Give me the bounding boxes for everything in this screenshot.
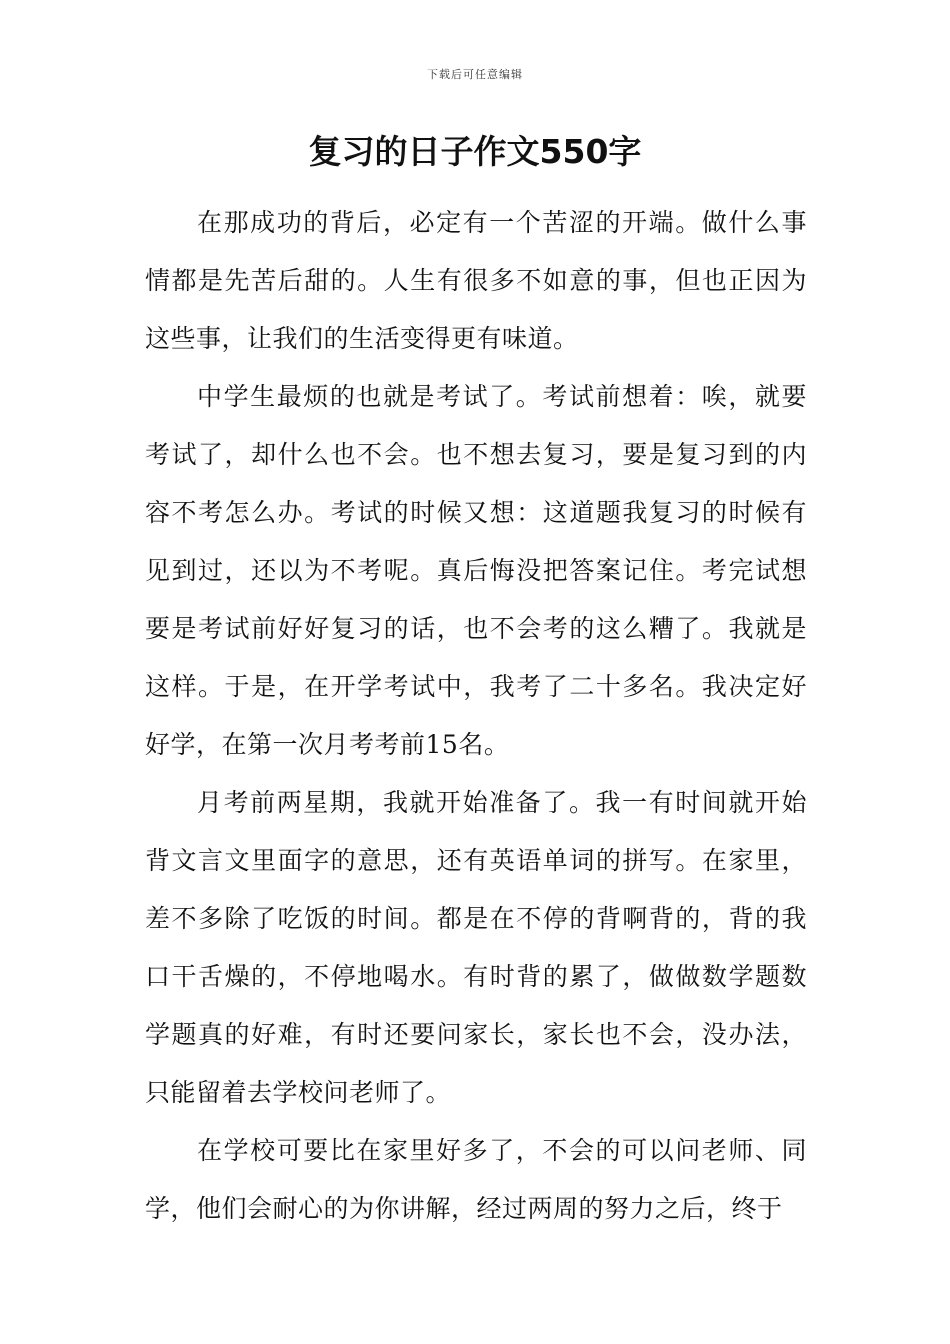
document-title: 复习的日子作文550字 xyxy=(308,132,642,171)
paragraph: 月考前两星期，我就开始准备了。我一有时间就开始背文言文里面字的意思，还有英语单词的拼写。在家里，差不多除了吃饭的时间。都是在不停的背啊背的，背的我口干舌燥的，不停地喝水。有时背的累了，做做数学题数学题真的好难，有时还要问家长，家长也不会，没办法，只能留着去学校问老师了。 xyxy=(145,788,807,1107)
header-note: 下载后可任意编辑 xyxy=(427,68,523,81)
paragraph: 中学生最烦的也就是考试了。考试前想着：唉，就要考试了，却什么也不会。也不想去复习，要是复习到的内容不考怎么办。考试的时候又想：这道题我复习的时候有见到过，还以为不考呢。真后悔没把答案记住。考完试想要是考试前好好复习的话，也不会考的这么糟了。我就是这样。于是，在开学考试中，我考了二十多名。我决定好好学，在第一次月考考前15名。 xyxy=(145,382,807,759)
paragraph: 在学校可要比在家里好多了，不会的可以问老师、同学，他们会耐心的为你讲解，经过两周的努力之后，终于 xyxy=(145,1136,807,1223)
paragraph: 在那成功的背后，必定有一个苦涩的开端。做什么事情都是先苦后甜的。人生有很多不如意的事，但也正因为这些事，让我们的生活变得更有味道。 xyxy=(145,208,807,353)
document-body xyxy=(145,194,807,1238)
